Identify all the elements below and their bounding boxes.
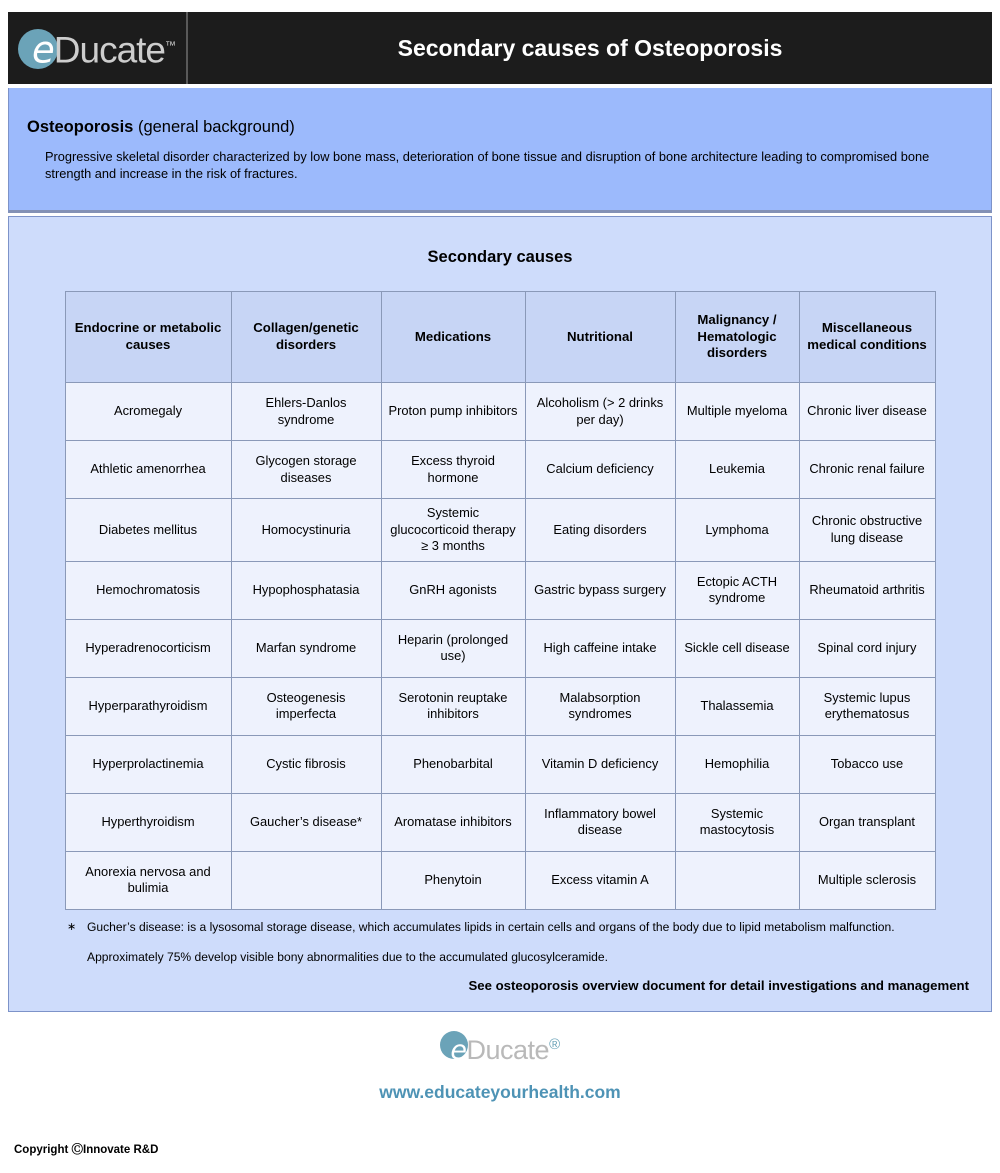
table-row xyxy=(65,499,935,562)
secondary-causes-table xyxy=(65,291,936,910)
page-header xyxy=(8,12,992,84)
header-logo-cell xyxy=(8,12,188,84)
table-cell: Diabetes mellitus xyxy=(65,499,231,562)
table-cell: Lymphoma xyxy=(675,499,799,562)
table-cell: Hyperthyroidism xyxy=(65,793,231,851)
table-cell: Serotonin reuptake inhibitors xyxy=(381,677,525,735)
table-cell: Hypophosphatasia xyxy=(231,561,381,619)
table-cell: Systemic lupus erythematosus xyxy=(799,677,935,735)
table-cell: Excess vitamin A xyxy=(525,851,675,909)
table-cell: High caffeine intake xyxy=(525,619,675,677)
table-cell: Alcoholism (> 2 drinks per day) xyxy=(525,383,675,441)
table-cell: Osteogenesis imperfecta xyxy=(231,677,381,735)
table-cell: Systemic glucocorticoid therapy ≥ 3 months xyxy=(381,499,525,562)
footnotes xyxy=(67,919,947,967)
table-cell: Rheumatoid arthritis xyxy=(799,561,935,619)
column-header-malignancy: Malignancy / Hematologic disorders xyxy=(675,292,799,383)
column-header-endocrine: Endocrine or metabolic causes xyxy=(65,292,231,383)
see-also-note: See osteoporosis overview document for detail investigations and management xyxy=(468,978,969,993)
footer-logo-word-ducate: Ducate xyxy=(466,1035,550,1065)
table-cell: Athletic amenorrhea xyxy=(65,441,231,499)
table-cell: Aromatase inhibitors xyxy=(381,793,525,851)
table-body xyxy=(65,383,935,910)
column-header-nutritional: Nutritional xyxy=(525,292,675,383)
table-row xyxy=(65,793,935,851)
table-cell: Tobacco use xyxy=(799,735,935,793)
table-cell: Ehlers-Danlos syndrome xyxy=(231,383,381,441)
table-cell: Hyperadrenocorticism xyxy=(65,619,231,677)
copyright-notice: Copyright ⒸInnovate R&D xyxy=(14,1144,159,1156)
general-background-panel xyxy=(8,88,992,213)
footer-branding xyxy=(0,1028,1000,1103)
table-cell: Organ transplant xyxy=(799,793,935,851)
footnote-primary-text: Gucher’s disease: is a lysosomal storage disease, which accumulates lipids in certain cells and organs of the body due to lipid metabolism malfunction. xyxy=(87,919,895,934)
table-cell: Inflammatory bowel disease xyxy=(525,793,675,851)
footnote-secondary-text: Approximately 75% develop visible bony abnormalities due to the accumulated glucosylceramide. xyxy=(87,950,608,965)
table-cell: Multiple myeloma xyxy=(675,383,799,441)
column-header-collagen: Collagen/genetic disorders xyxy=(231,292,381,383)
table-cell: Leukemia xyxy=(675,441,799,499)
table-cell: Heparin (prolonged use) xyxy=(381,619,525,677)
table-cell: Hyperprolactinemia xyxy=(65,735,231,793)
table-cell: Gaucher’s disease* xyxy=(231,793,381,851)
logo-letter-e: e xyxy=(32,28,54,72)
table-cell: Eating disorders xyxy=(525,499,675,562)
table-cell xyxy=(675,851,799,909)
table-row xyxy=(65,677,935,735)
table-cell: Hemophilia xyxy=(675,735,799,793)
intro-body-text: Progressive skeletal disorder characterized by low bone mass, deterioration of bone tissue and disruption of bone architecture leading to compromised bone strength and increase in the risk of fractures. xyxy=(45,149,930,182)
table-cell: Chronic obstructive lung disease xyxy=(799,499,935,562)
table-row xyxy=(65,619,935,677)
website-url[interactable]: www.educateyourhealth.com xyxy=(379,1082,621,1102)
table-cell: Acromegaly xyxy=(65,383,231,441)
table-row xyxy=(65,383,935,441)
table-cell: Calcium deficiency xyxy=(525,441,675,499)
table-cell: Systemic mastocytosis xyxy=(675,793,799,851)
table-cell: Excess thyroid hormone xyxy=(381,441,525,499)
table-cell: Phenobarbital xyxy=(381,735,525,793)
table-cell: Vitamin D deficiency xyxy=(525,735,675,793)
table-cell: GnRH agonists xyxy=(381,561,525,619)
secondary-causes-panel xyxy=(8,216,992,1012)
table-cell: Cystic fibrosis xyxy=(231,735,381,793)
intro-heading-suffix: (general background) xyxy=(133,118,295,136)
educate-logo xyxy=(18,25,175,71)
column-header-miscellaneous: Miscellaneous medical conditions xyxy=(799,292,935,383)
table-cell: Marfan syndrome xyxy=(231,619,381,677)
table-cell: Multiple sclerosis xyxy=(799,851,935,909)
section-title: Secondary causes xyxy=(427,248,573,266)
table-cell: Sickle cell disease xyxy=(675,619,799,677)
registered-trademark-icon: ® xyxy=(549,1036,560,1053)
page-title: Secondary causes of Osteoporosis xyxy=(397,34,783,61)
table-cell: Homocystinuria xyxy=(231,499,381,562)
table-cell xyxy=(231,851,381,909)
header-title-cell xyxy=(188,12,992,84)
column-header-medications: Medications xyxy=(381,292,525,383)
table-cell: Phenytoin xyxy=(381,851,525,909)
table-cell: Chronic liver disease xyxy=(799,383,935,441)
table-cell: Hemochromatosis xyxy=(65,561,231,619)
footer-logo-letter-e: e xyxy=(450,1035,467,1066)
logo-word-ducate: Ducate xyxy=(53,29,165,71)
footer-logo-wordmark xyxy=(440,1035,559,1065)
table-row xyxy=(65,441,935,499)
table-cell: Gastric bypass surgery xyxy=(525,561,675,619)
table-cell: Anorexia nervosa and bulimia xyxy=(65,851,231,909)
table-cell: Malabsorption syndromes xyxy=(525,677,675,735)
table-cell: Thalassemia xyxy=(675,677,799,735)
intro-heading-term: Osteoporosis xyxy=(27,118,134,136)
table-cell: Hyperparathyroidism xyxy=(65,677,231,735)
footer-educate-logo xyxy=(440,1028,560,1066)
table-row xyxy=(65,851,935,909)
table-cell: Glycogen storage diseases xyxy=(231,441,381,499)
table-row xyxy=(65,561,935,619)
footnote-marker-icon: ∗ xyxy=(67,920,77,933)
trademark-icon: ™ xyxy=(165,39,175,52)
table-header-row xyxy=(65,292,935,383)
intro-heading xyxy=(27,118,969,137)
table-cell: Chronic renal failure xyxy=(799,441,935,499)
footnote-primary xyxy=(67,919,947,936)
table-cell: Proton pump inhibitors xyxy=(381,383,525,441)
table-cell: Ectopic ACTH syndrome xyxy=(675,561,799,619)
logo-wordmark xyxy=(18,26,175,70)
table-row xyxy=(65,735,935,793)
table-head xyxy=(65,292,935,383)
table-cell: Spinal cord injury xyxy=(799,619,935,677)
